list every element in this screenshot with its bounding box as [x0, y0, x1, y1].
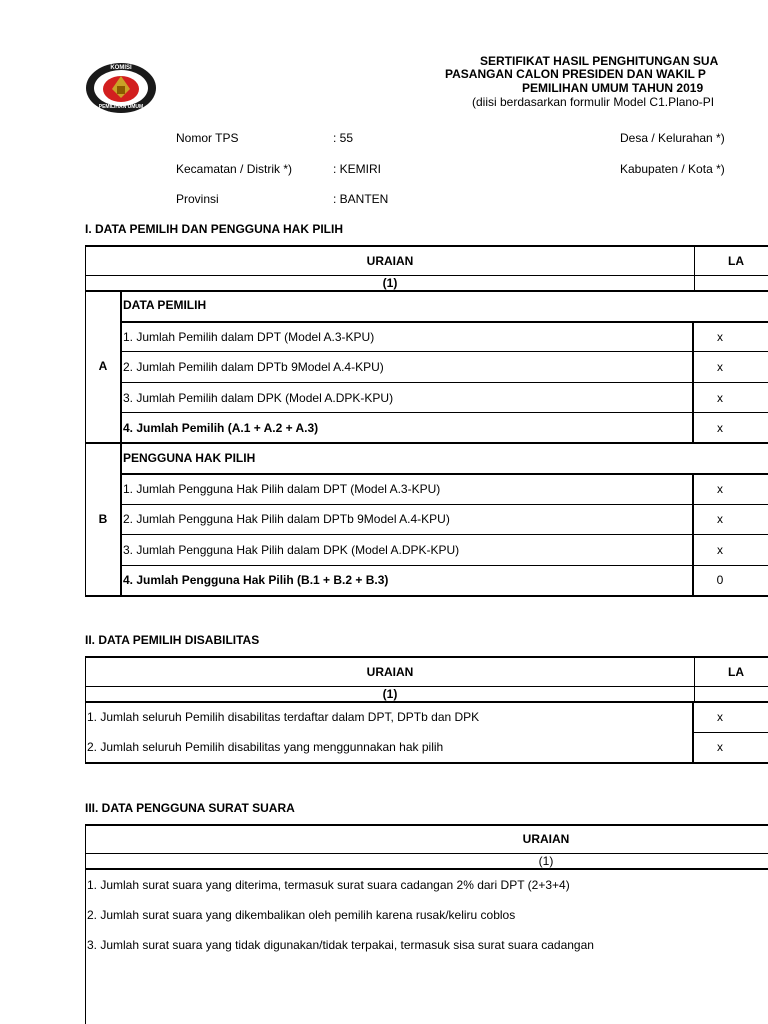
- b-row-1-label: 1. Jumlah Pengguna Hak Pilih dalam DPT (Model A.3-KPU): [123, 482, 441, 496]
- s2-col-num: (1): [382, 687, 398, 701]
- b-row-1-value: x: [717, 482, 723, 496]
- s1-col-uraian: URAIAN: [366, 254, 414, 268]
- section-2-title: II. DATA PEMILIH DISABILITAS: [85, 633, 260, 647]
- logo-text-top: KOMISI: [110, 65, 132, 71]
- kecamatan-label: Kecamatan / Distrik *): [176, 162, 293, 176]
- b-row-3-label: 3. Jumlah Pengguna Hak Pilih dalam DPK (Model A.DPK-KPU): [123, 543, 460, 557]
- kpu-logo: [84, 62, 158, 114]
- section-3-title: III. DATA PENGGUNA SURAT SUARA: [85, 801, 295, 815]
- s2-row-2-label: 2. Jumlah seluruh Pemilih disabilitas yang menggunnakan hak pilih: [87, 740, 444, 754]
- a-row-2-label: 2. Jumlah Pemilih dalam DPTb 9Model A.4-KPU): [123, 360, 384, 374]
- a-row-1-label: 1. Jumlah Pemilih dalam DPT (Model A.3-KPU): [123, 330, 375, 344]
- s3-row-2-label: 2. Jumlah surat suara yang dikembalikan oleh pemilih karena rusak/keliru coblos: [87, 908, 516, 922]
- b-row-3-value: x: [717, 543, 723, 557]
- kabupaten-label: Kabupaten / Kota *): [620, 162, 725, 176]
- logo-text-bottom: PEMILIHAN UMUM: [98, 104, 144, 110]
- a-row-4-label: 4. Jumlah Pemilih (A.1 + A.2 + A.3): [123, 421, 319, 435]
- group-a-title: DATA PEMILIH: [123, 298, 207, 312]
- s1-col-num: (1): [382, 276, 398, 290]
- s3-col-uraian: URAIAN: [522, 832, 570, 846]
- title-line-4: (diisi berdasarkan formulir Model C1.Plano-PI: [472, 95, 715, 109]
- a-row-2-value: x: [717, 360, 723, 374]
- kecamatan-value: : KEMIRI: [333, 162, 382, 176]
- s2-col-right: LA: [728, 665, 744, 679]
- b-row-4-value: 0: [716, 573, 724, 587]
- s3-row-1-label: 1. Jumlah surat suara yang diterima, termasuk surat suara cadangan 2% dari DPT (2+3+4): [87, 878, 570, 892]
- s3-row-3-label: 3. Jumlah surat suara yang tidak digunakan/tidak terpakai, termasuk sisa surat suara cadangan: [87, 938, 594, 952]
- a-row-3-value: x: [717, 391, 723, 405]
- title-line-3: PEMILIHAN UMUM TAHUN 2019: [522, 81, 704, 95]
- title-line-1: SERTIFIKAT HASIL PENGHITUNGAN SUA: [480, 54, 719, 68]
- desa-label: Desa / Kelurahan *): [620, 131, 725, 145]
- s1-col-right: LA: [728, 254, 744, 268]
- a-row-3-label: 3. Jumlah Pemilih dalam DPK (Model A.DPK-KPU): [123, 391, 394, 405]
- provinsi-label: Provinsi: [176, 192, 219, 206]
- provinsi-value: : BANTEN: [333, 192, 389, 206]
- s2-col-uraian: URAIAN: [366, 665, 414, 679]
- a-row-1-value: x: [717, 330, 723, 344]
- s3-col-num: (1): [538, 854, 554, 868]
- tps-value: : 55: [333, 131, 354, 145]
- s2-row-2-value: x: [717, 740, 723, 754]
- section-1-title: I. DATA PEMILIH DAN PENGGUNA HAK PILIH: [85, 222, 343, 236]
- b-row-4-label: 4. Jumlah Pengguna Hak Pilih (B.1 + B.2 + B.3): [123, 573, 389, 587]
- b-row-2-value: x: [717, 512, 723, 526]
- group-b-letter: B: [98, 512, 108, 526]
- s2-row-1-label: 1. Jumlah seluruh Pemilih disabilitas terdaftar dalam DPT, DPTb dan DPK: [87, 710, 480, 724]
- title-line-2: PASANGAN CALON PRESIDEN DAN WAKIL P: [445, 67, 706, 81]
- group-b-title: PENGGUNA HAK PILIH: [123, 451, 256, 465]
- group-a-letter: A: [98, 359, 108, 373]
- tps-label: Nomor TPS: [176, 131, 239, 145]
- s2-row-1-value: x: [717, 710, 723, 724]
- b-row-2-label: 2. Jumlah Pengguna Hak Pilih dalam DPTb 9Model A.4-KPU): [123, 512, 450, 526]
- a-row-4-value: x: [717, 421, 723, 435]
